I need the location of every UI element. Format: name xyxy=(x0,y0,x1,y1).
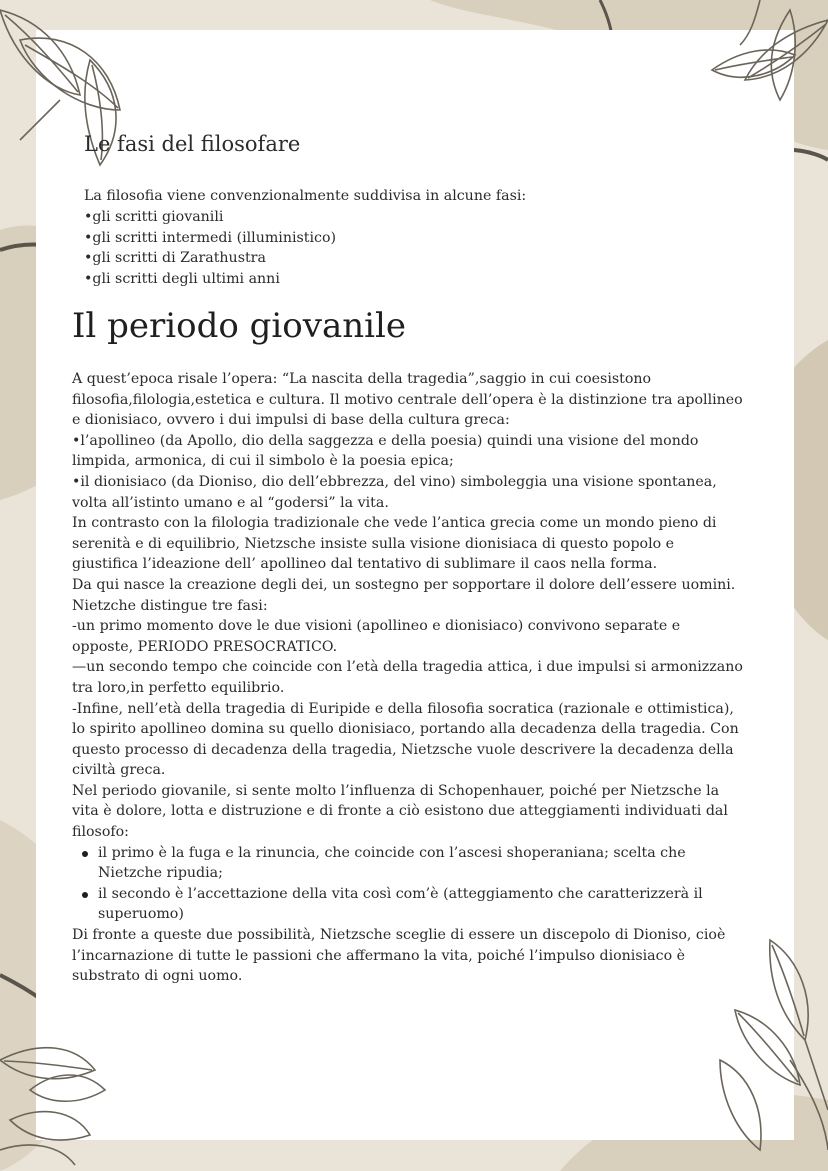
body-line: -un primo momento dove le due visioni (apollineo e dionisiaco) convivono separate e xyxy=(72,618,681,635)
bullet-list xyxy=(72,843,762,925)
body-line: •l’apollineo (da Apollo, dio della saggezza e della poesia) quindi una visione del mondo xyxy=(72,432,699,449)
intro-line: La filosofia viene convenzionalmente suddivisa in alcune fasi: xyxy=(84,188,527,204)
body-line: •il dionisiaco (da Dioniso, dio dell’ebbrezza, del vino) simboleggia una visione spontanea, xyxy=(72,473,717,490)
body-line: -Infine, nell’età della tragedia di Euripide e della filosofia socratica (razionale e ottimistica), xyxy=(72,700,734,717)
body-line: A quest’epoca risale l’opera: “La nascita della tragedia”,saggio in cui coesistono xyxy=(72,371,652,387)
body-line: l’incarnazione di tutte le passioni che affermano la vita, poiché l’impulso dionisiaco è xyxy=(72,947,686,964)
body-line: serenità e di equilibrio, Nietzsche insiste sulla visione dionisiaca di questo popolo e xyxy=(72,535,675,552)
body-line: filosofia,filologia,estetica e cultura. Il motivo centrale dell’opera è la distinzione tra apollineo xyxy=(72,391,743,408)
body-line: Nietzche distingue tre fasi: xyxy=(72,597,268,614)
body-line: Di fronte a queste due possibilità, Nietzsche sceglie di essere un discepolo di Dioniso, cioè xyxy=(72,927,726,944)
body-line: substrato di ogni uomo. xyxy=(72,968,243,985)
body-line: limpida, armonica, di cui il simbolo è la poesia epica; xyxy=(72,453,454,470)
body-line: civiltà greca. xyxy=(72,762,166,779)
body-line: opposte, PERIODO PRESOCRATICO. xyxy=(72,638,338,655)
body-line: giustifica l’ideazione dell’ apollineo dal tentativo di sublimare il caos nella forma. xyxy=(72,556,658,573)
body-line: e dionisiaco, ovvero i dui impulsi di base della cultura greca: xyxy=(72,412,510,429)
body-line: vita è dolore, lotta e distruzione e di fronte a ciò esistono due atteggiamenti individuati dal xyxy=(72,803,728,820)
body-line: In contrasto con la filologia tradizionale che vede l’antica grecia come un mondo pieno di xyxy=(72,515,717,532)
body-line: Da qui nasce la creazione degli dei, un sostegno per sopportare il dolore dell’essere uomini. xyxy=(72,576,736,593)
intro-line: •gli scritti di Zarathustra xyxy=(84,250,266,267)
list-item xyxy=(72,843,762,884)
intro-line: •gli scritti degli ultimi anni xyxy=(84,271,280,288)
intro-list xyxy=(84,186,684,290)
bullet-line: Nietzche ripudia; xyxy=(98,865,223,882)
body-line: questo processo di decadenza della tragedia, Nietzsche vuole descrivere la decadenza della xyxy=(72,741,734,758)
body-line: lo spirito apollineo domina su quello dionisiaco, portando alla decadenza della tragedia. Con xyxy=(72,721,739,738)
section-title-youth: Il periodo giovanile xyxy=(72,306,406,346)
bullet-line: il secondo è l’accettazione della vita così com’è (atteggiamento che caratterizzerà il xyxy=(98,885,703,902)
intro-line: •gli scritti intermedi (illuministico) xyxy=(84,229,337,246)
body-text xyxy=(72,369,762,987)
body-line: volta all’istinto umano e al “godersi” la vita. xyxy=(72,494,389,511)
body-line: —un secondo tempo che coincide con l’età della tragedia attica, i due impulsi si armonizzano xyxy=(72,659,743,676)
body-line: tra loro,in perfetto equilibrio. xyxy=(72,679,285,696)
list-item xyxy=(72,884,762,925)
section-title-phases: Le fasi del filosofare xyxy=(84,132,301,156)
intro-line: •gli scritti giovanili xyxy=(84,208,224,225)
bullet-line: il primo è la fuga e la rinuncia, che coincide con l’ascesi shoperaniana; scelta che xyxy=(98,844,686,861)
body-line: Nel periodo giovanile, si sente molto l’influenza di Schopenhauer, poiché per Nietzsche la xyxy=(72,782,720,799)
bullet-line: superuomo) xyxy=(98,906,184,923)
body-line: filosofo: xyxy=(72,824,129,841)
